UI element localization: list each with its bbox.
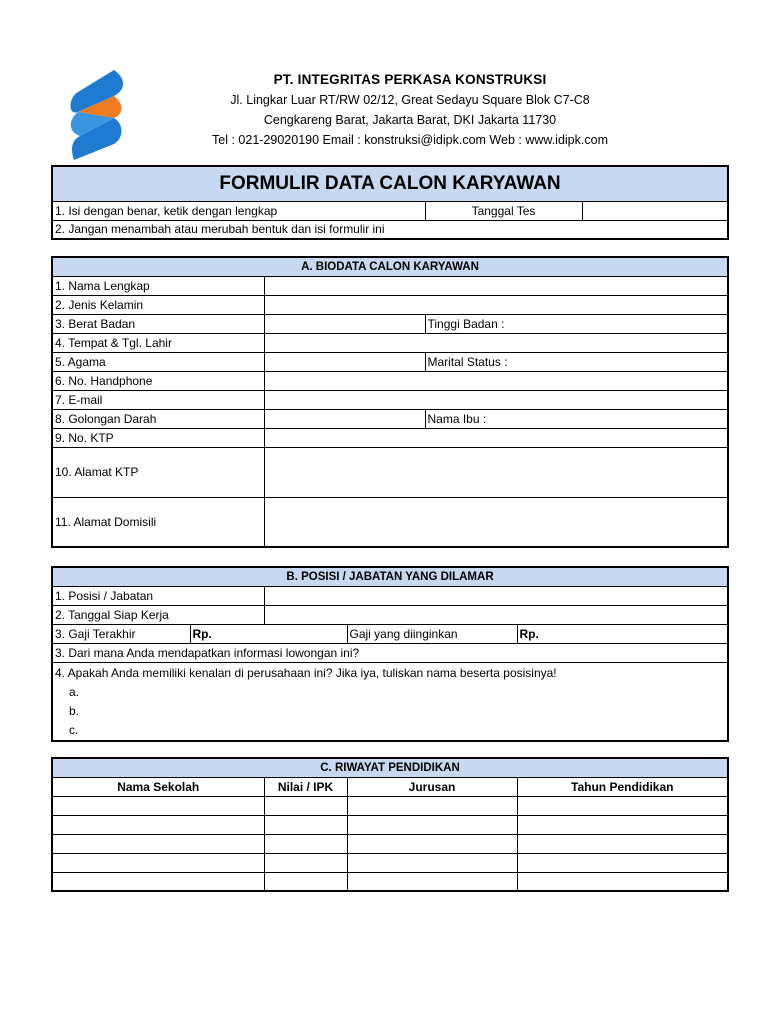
- acquaintance-question[interactable]: [52, 662, 728, 741]
- years-cell[interactable]: [517, 834, 728, 853]
- major-cell[interactable]: [347, 834, 517, 853]
- label-gender: 2. Jenis Kelamin: [52, 295, 264, 314]
- marital-status-field[interactable]: Marital Status :: [425, 352, 728, 371]
- domicile-address-field[interactable]: [264, 497, 728, 547]
- instruction-1: 1. Isi dengan benar, ketik dengan lengkap: [52, 201, 425, 220]
- table-row: [52, 796, 728, 815]
- email-field[interactable]: [264, 390, 728, 409]
- major-cell[interactable]: [347, 796, 517, 815]
- col-major: Jurusan: [347, 777, 517, 796]
- acquaintance-item-b: b.: [69, 703, 80, 718]
- school-cell[interactable]: [52, 815, 264, 834]
- years-cell[interactable]: [517, 853, 728, 872]
- table-row: [52, 872, 728, 891]
- section-b-title: B. POSISI / JABATAN YANG DILAMAR: [52, 567, 728, 586]
- phone-field[interactable]: [264, 371, 728, 390]
- gpa-cell[interactable]: [264, 872, 347, 891]
- acquaintance-item-c: c.: [69, 722, 79, 737]
- label-birth: 4. Tempat & Tgl. Lahir: [52, 333, 264, 352]
- ktp-field[interactable]: [264, 428, 728, 447]
- label-expected-salary: Gaji yang diinginkan: [347, 624, 517, 643]
- years-cell[interactable]: [517, 796, 728, 815]
- expected-salary-field[interactable]: Rp.: [517, 624, 728, 643]
- birth-field[interactable]: [264, 333, 728, 352]
- table-row: [52, 815, 728, 834]
- years-cell[interactable]: [517, 872, 728, 891]
- section-a-title: A. BIODATA CALON KARYAWAN: [52, 257, 728, 276]
- position-table: [51, 566, 729, 742]
- position-field[interactable]: [264, 586, 728, 605]
- form-title-table: [51, 165, 729, 240]
- blood-type-field[interactable]: [264, 409, 425, 428]
- acquaintance-item-a: a.: [69, 684, 80, 699]
- col-school-name: Nama Sekolah: [52, 777, 264, 796]
- religion-field[interactable]: [264, 352, 425, 371]
- gpa-cell[interactable]: [264, 815, 347, 834]
- label-full-name: 1. Nama Lengkap: [52, 276, 264, 295]
- label-religion: 5. Agama: [52, 352, 264, 371]
- info-source-question[interactable]: 3. Dari mana Anda mendapatkan informasi lowongan ini?: [52, 643, 728, 662]
- label-last-salary: 3. Gaji Terakhir: [52, 624, 190, 643]
- ready-date-field[interactable]: [264, 605, 728, 624]
- company-logo: [64, 68, 130, 162]
- school-cell[interactable]: [52, 796, 264, 815]
- company-address-line-2: Cengkareng Barat, Jakarta Barat, DKI Jakarta 11730: [263, 113, 557, 127]
- table-row: [52, 853, 728, 872]
- last-salary-field[interactable]: Rp.: [190, 624, 347, 643]
- label-position: 1. Posisi / Jabatan: [52, 586, 264, 605]
- col-gpa: Nilai / IPK: [264, 777, 347, 796]
- mother-name-field[interactable]: Nama Ibu :: [425, 409, 728, 428]
- school-cell[interactable]: [52, 872, 264, 891]
- label-email: 7. E-mail: [52, 390, 264, 409]
- school-cell[interactable]: [52, 834, 264, 853]
- form-title: FORMULIR DATA CALON KARYAWAN: [52, 166, 728, 201]
- company-header: [140, 70, 680, 150]
- gpa-cell[interactable]: [264, 796, 347, 815]
- education-table: [51, 757, 729, 892]
- company-name: PT. INTEGRITAS PERKASA KONSTRUKSI: [273, 72, 547, 87]
- instruction-2: 2. Jangan menambah atau merubah bentuk dan isi formulir ini: [52, 220, 728, 239]
- school-cell[interactable]: [52, 853, 264, 872]
- label-ktp-address: 10. Alamat KTP: [52, 447, 264, 497]
- biodata-table: [51, 256, 729, 548]
- acquaintance-text: 4. Apakah Anda memiliki kenalan di perusahaan ini? Jika iya, tuliskan nama beserta posisinya!: [55, 665, 557, 680]
- label-domicile-address: 11. Alamat Domisili: [52, 497, 264, 547]
- test-date-label: Tanggal Tes: [425, 201, 582, 220]
- label-phone: 6. No. Handphone: [52, 371, 264, 390]
- gpa-cell[interactable]: [264, 834, 347, 853]
- height-field[interactable]: Tinggi Badan :: [425, 314, 728, 333]
- section-c-title: C. RIWAYAT PENDIDIKAN: [52, 758, 728, 777]
- years-cell[interactable]: [517, 815, 728, 834]
- major-cell[interactable]: [347, 815, 517, 834]
- label-ready-date: 2. Tanggal Siap Kerja: [52, 605, 264, 624]
- company-address-line-1: Jl. Lingkar Luar RT/RW 02/12, Great Sedayu Square Blok C7-C8: [230, 93, 590, 107]
- label-blood-type: 8. Golongan Darah: [52, 409, 264, 428]
- major-cell[interactable]: [347, 872, 517, 891]
- table-row: [52, 834, 728, 853]
- col-years: Tahun Pendidikan: [517, 777, 728, 796]
- weight-field[interactable]: [264, 314, 425, 333]
- gpa-cell[interactable]: [264, 853, 347, 872]
- test-date-field[interactable]: [582, 201, 728, 220]
- full-name-field[interactable]: [264, 276, 728, 295]
- company-contact: Tel : 021-29020190 Email : konstruksi@idipk.com Web : www.idipk.com: [212, 133, 608, 147]
- label-weight: 3. Berat Badan: [52, 314, 264, 333]
- major-cell[interactable]: [347, 853, 517, 872]
- ktp-address-field[interactable]: [264, 447, 728, 497]
- label-ktp: 9. No. KTP: [52, 428, 264, 447]
- gender-field[interactable]: [264, 295, 728, 314]
